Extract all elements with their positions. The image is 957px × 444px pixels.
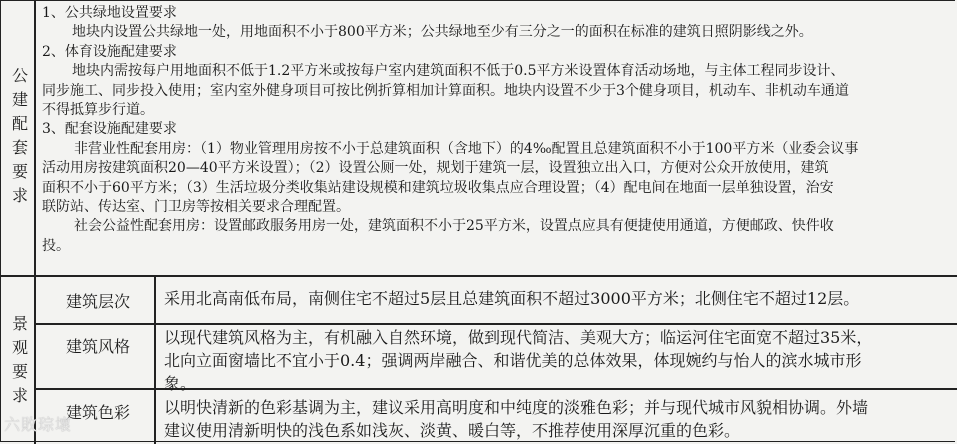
text-line: 活动用房按建筑面积20—40平方米设置）；（2）设置公厕一处，规划于建筑一层，设置独立出入口，方便对公众开放使用，建筑 bbox=[42, 160, 829, 177]
public-requirements-text bbox=[42, 4, 922, 256]
section-label-public: 公 建 配 套 要 求 bbox=[11, 66, 28, 205]
row-text-building-style bbox=[164, 326, 944, 395]
text-line: 投。 bbox=[42, 237, 70, 254]
row-label-building-height: 建筑层次 bbox=[65, 292, 130, 311]
col-divider-label bbox=[34, 0, 36, 444]
row-label-building-style: 建筑风格 bbox=[65, 337, 130, 356]
row-text-building-height bbox=[164, 287, 944, 310]
row-divider-1 bbox=[34, 323, 957, 325]
text-line: 地块内设置公共绿地一处，用地面积不小于800平方米；公共绿地至少有三分之一的面积在标准的建筑日照阴影线之外。 bbox=[72, 24, 813, 41]
text-line: 面积不小于60平方米；（3）生活垃圾分类收集站建设规模和建筑垃圾收集点应合理设置；（4）配电间在地面一层单独设置，治安 bbox=[42, 179, 834, 196]
text-line: 地块内需按每户用地面积不低于1.2平方米或按每户室内建筑面积不低于0.5平方米设置体育活动场地，与主体工程同步设计、 bbox=[72, 63, 845, 80]
text-line: 社会公益性配套用房：设置邮政服务用房一处，建筑面积不小于25平方米，设置点应具有便捷使用通道，方便邮政、快件收 bbox=[74, 218, 834, 235]
text-line: 北向立面窗墙比不宜小于0.4；强调两岸融合、和谐优美的总体效果，体现婉约与怡人的滨水城市形 bbox=[164, 351, 862, 370]
text-line: 联防站、传达室、门卫房等按相关要求合理配置。 bbox=[42, 199, 350, 216]
text-line: 非营业性配套用房：（1）物业管理用房按不小于总建筑面积（含地下）的4‰配置且总建筑面积不小于100平方米（业委会议事 bbox=[74, 140, 859, 157]
text-line: 象。 bbox=[164, 374, 197, 393]
watermark: 六敗琮壞 bbox=[4, 415, 73, 434]
text-line: 建议使用清新明快的浅色系如浅灰、淡黄、暖白等，不推荐使用深厚沉重的色彩。 bbox=[164, 421, 741, 440]
text-line: 以明快清新的色彩基调为主，建议采用高明度和中纯度的淡雅色彩；并与现代城市风貌相协调。外墙 bbox=[164, 398, 869, 417]
section-label-landscape: 景 观 要 求 bbox=[11, 314, 28, 405]
row-label-building-color: 建筑色彩 bbox=[65, 403, 130, 422]
text-line: 采用北高南低布局，南侧住宅不超过5层且总建筑面积不超过3000平方米；北侧住宅不超过12层。 bbox=[164, 289, 860, 308]
text-line: 以现代建筑风格为主，有机融入自然环境，做到现代简洁、美观大方；临运河住宅面宽不超过35米， bbox=[164, 328, 873, 347]
text-line: 不得抵算步行道。 bbox=[42, 102, 154, 119]
text-line: 同步施工、同步投入使用；室内室外健身项目可按比例折算相加计算面积。地块内设置不少于3个健身项目，机动车、非机动车通道 bbox=[42, 82, 849, 99]
row-text-building-color bbox=[164, 396, 944, 442]
row-divider-sections bbox=[0, 275, 957, 277]
col-divider-landscape bbox=[154, 276, 156, 444]
heading-sports: 2、体育设施配建要求 bbox=[42, 43, 177, 60]
heading-facilities: 3、配套设施配建要求 bbox=[42, 121, 177, 138]
heading-green-space: 1、公共绿地设置要求 bbox=[42, 5, 177, 21]
